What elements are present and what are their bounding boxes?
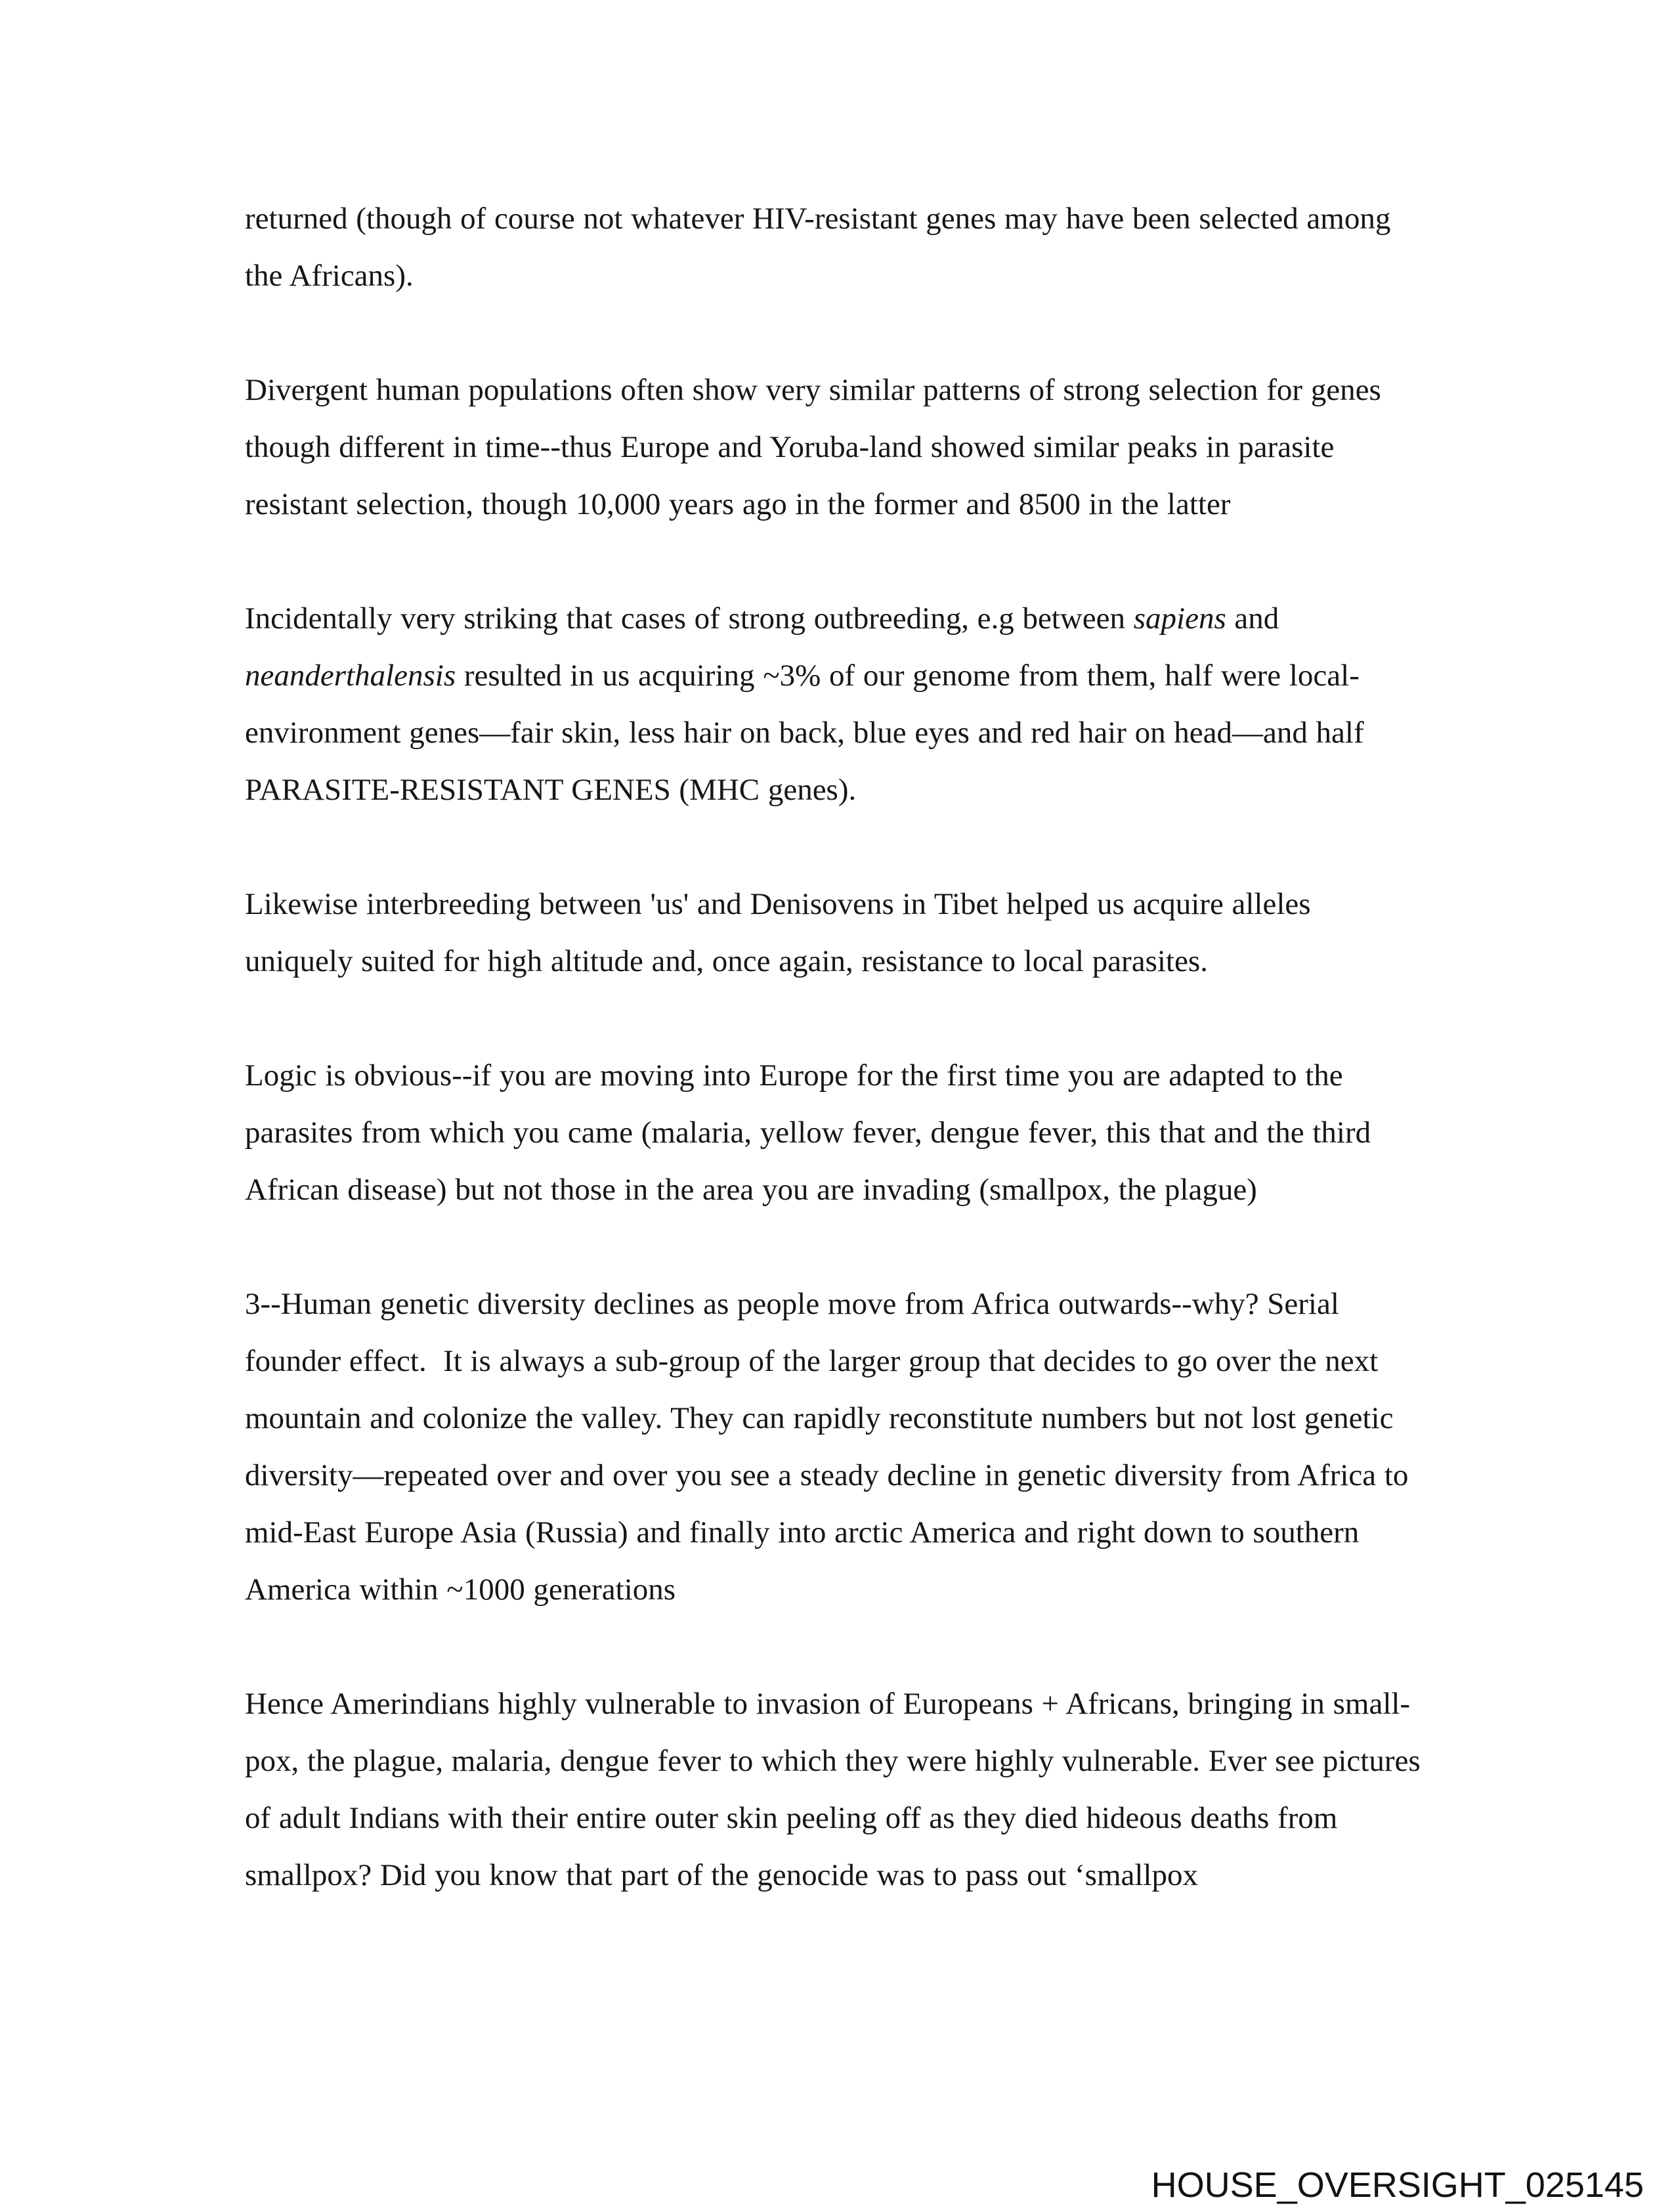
text-run: Divergent human populations often show very similar patterns of strong selection for genes though different in time--thus Europe and Yoruba-land showed similar peaks in parasite resistant selection, though 10,000 years ago in the former and 8500 in the latter: [245, 373, 1381, 521]
paragraph-2: [245, 362, 1427, 533]
paragraph-7: [245, 1676, 1427, 1904]
species-name-italic: sapiens: [1133, 601, 1226, 636]
document-text-block: [245, 190, 1427, 1961]
species-name-italic: neanderthalensis: [245, 659, 456, 693]
text-run: resulted in us acquiring ~3% of our genome from them, half were local-environment genes—fair skin, less hair on back, blue eyes and red hair on head—and half PARASITE-RESISTANT GENES (MHC genes).: [245, 659, 1364, 807]
paragraph-5: [245, 1047, 1427, 1219]
text-run: returned (though of course not whatever HIV-resistant genes may have been selected among the Africans).: [245, 202, 1391, 293]
text-run: Incidentally very striking that cases of strong outbreeding, e.g between: [245, 601, 1134, 636]
paragraph-1: [245, 190, 1427, 305]
text-run: Hence Amerindians highly vulnerable to invasion of Europeans + Africans, bringing in small-pox, the plague, malaria, dengue fever to which they were highly vulnerable. Ever see pictures of adult Indians with their entire outer skin peeling off as they died hideous deaths from smallpox? Did you know that part of the genocide was to pass out ‘smallpox: [245, 1687, 1421, 1892]
text-run: Likewise interbreeding between 'us' and Denisovens in Tibet helped us acquire alleles uniquely suited for high altitude and, once again, resistance to local parasites.: [245, 887, 1311, 978]
text-run: 3--Human genetic diversity declines as people move from Africa outwards--why? Serial founder effect. It is always a sub-group of the larger group that decides to go over the next mountain and colonize the valley. They can rapidly reconstitute numbers but not lost genetic diversity—repeated over and over you see a steady decline in genetic diversity from Africa to mid-East Europe Asia (Russia) and finally into arctic America and right down to southern America within ~1000 generations: [245, 1287, 1409, 1607]
paragraph-3: [245, 590, 1427, 819]
text-run: and: [1226, 601, 1279, 636]
paragraph-6: [245, 1276, 1427, 1618]
bates-stamp: HOUSE_OVERSIGHT_025145: [1151, 2165, 1644, 2205]
text-run: Logic is obvious--if you are moving into Europe for the first time you are adapted to the parasites from which you came (malaria, yellow fever, dengue fever, this that and the third African disease) but not those in the area you are invading (smallpox, the plague): [245, 1058, 1371, 1207]
paragraph-4: [245, 876, 1427, 990]
